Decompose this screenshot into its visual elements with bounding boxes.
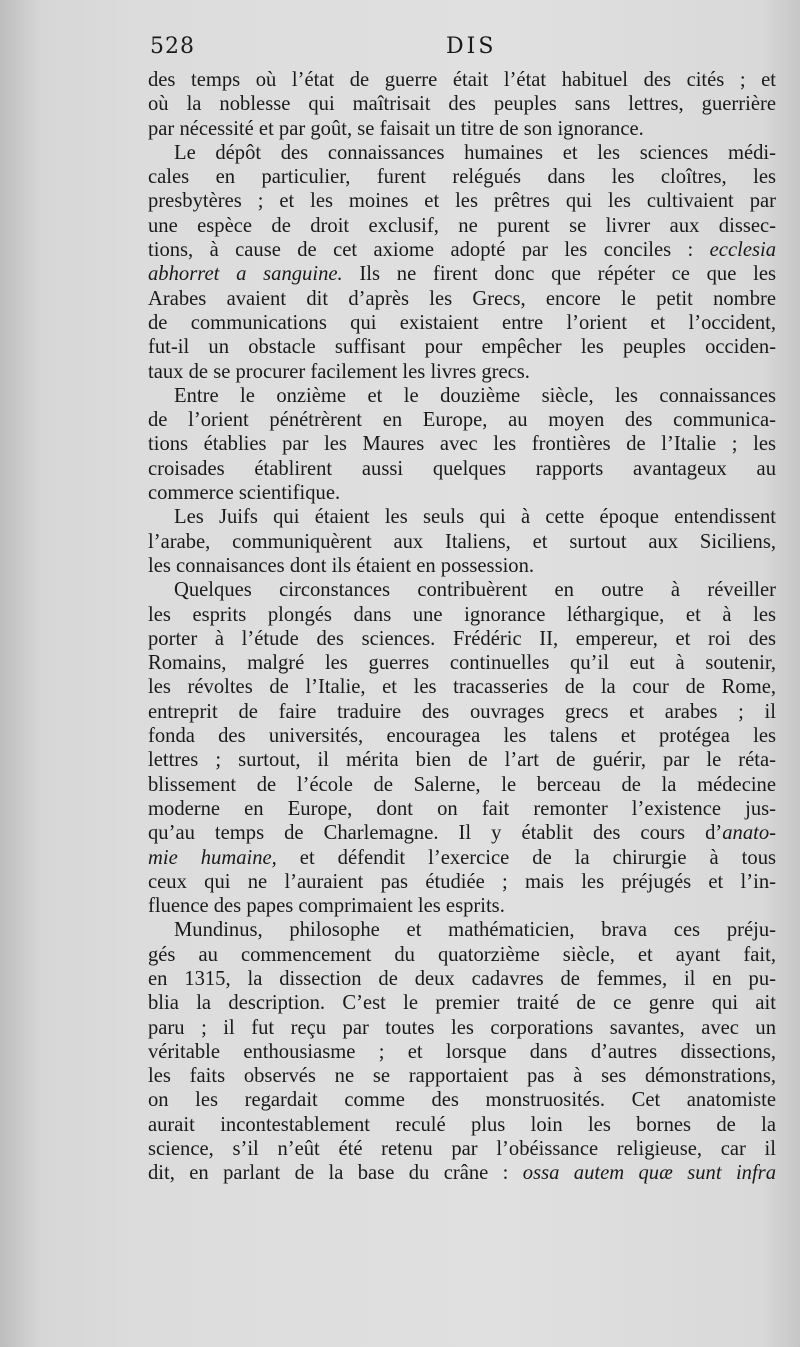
text-line: on les regardait comme des monstruosités. Cet anatomiste <box>148 1089 776 1112</box>
text-line: Entre le onzième et le douzième siècle, les connaissances <box>174 384 776 407</box>
text-line: l’arabe, communiquèrent aux Italiens, et surtout aux Siciliens, <box>148 530 776 553</box>
text-line: porter à l’étude des sciences. Frédéric II, empereur, et roi des <box>148 627 776 650</box>
text-line: tions, à cause de cet axiome adopté par les conciles : ecclesia <box>148 239 776 262</box>
text-line: Quelques circonstances contribuèrent en outre à réveiller <box>174 579 776 602</box>
text-line: Romains, malgré les guerres continuelles qu’il eut à soutenir, <box>148 652 776 675</box>
text-line: moderne en Europe, dont on fait remonter l’existence jus- <box>148 797 776 820</box>
text-line: une espèce de droit exclusif, ne purent se livrer aux dissec- <box>148 214 776 237</box>
text-line: les esprits plongés dans une ignorance léthargique, et à les <box>148 603 776 626</box>
text-line: des temps où l’état de guerre était l’état habituel des cités ; et <box>148 69 776 91</box>
italic-text: mie humaine, <box>148 846 277 869</box>
text-line: par nécessité et par goût, se faisait un titre de son ignorance. <box>148 117 644 140</box>
text-line: abhorret a sanguine. Ils ne firent donc que répéter ce que les <box>148 263 776 286</box>
text-line: fonda des universités, encouragea les talens et protégea les <box>148 725 776 748</box>
text-line: science, s’il n’eût été retenu par l’obéissance religieuse, car il <box>148 1138 776 1161</box>
text-line: entreprit de faire traduire des ouvrages grecs et arabes ; il <box>148 700 776 723</box>
body-text <box>148 68 776 1186</box>
text-line: Arabes avaient dit d’après les Grecs, encore le petit nombre <box>148 287 776 310</box>
text-line: lettres ; surtout, il mérita bien de l’art de guérir, par le réta- <box>148 749 776 772</box>
text-line: dit, en parlant de la base du crâne : ossa autem quæ sunt infra <box>148 1162 776 1185</box>
italic-text: ecclesia <box>709 239 776 262</box>
text-line: les faits observés ne se rapportaient pas à ses démonstrations, <box>148 1065 776 1088</box>
text-line: taux de se procurer facilement les livres grecs. <box>148 360 530 383</box>
text-line: en 1315, la dissection de deux cadavres de femmes, il en pu- <box>148 967 776 990</box>
text-line: fut-il un obstacle suffisant pour empêcher les peuples occiden- <box>148 336 776 359</box>
text-line: véritable enthousiasme ; et lorsque dans d’autres dissections, <box>148 1040 776 1063</box>
text-line: les connaisances dont ils étaient en possession. <box>148 554 535 577</box>
page-header <box>150 34 790 64</box>
text-line: de communications qui existaient entre l’orient et l’occident, <box>148 311 776 334</box>
text-line: les révoltes de l’Italie, et les tracasseries de la cour de Rome, <box>148 676 776 699</box>
text-line: paru ; il fut reçu par toutes les corporations savantes, avec un <box>148 1016 776 1039</box>
text-line: où la noblesse qui maîtrisait des peuples sans lettres, guerrière <box>148 93 776 116</box>
text-line: tions établies par les Maures avec les frontières de l’Italie ; les <box>148 433 776 456</box>
text-line: ceux qui ne l’auraient pas étudiée ; mais les préjugés et l’in- <box>148 870 776 893</box>
running-head: DIS <box>446 34 497 59</box>
text-line: fluence des papes comprimaient les esprits. <box>148 895 505 918</box>
text-line: Les Juifs qui étaient les seuls qui à cette époque entendissent <box>174 506 776 529</box>
text-line: de l’orient pénétrèrent en Europe, au moyen des communica- <box>148 409 776 432</box>
text-line: croisades établirent aussi quelques rapports avantageux au <box>148 457 776 480</box>
text-line: gés au commencement du quatorzième siècle, et ayant fait, <box>148 943 776 966</box>
text-line: presbytères ; et les moines et les prêtres qui les cultivaient par <box>148 190 776 213</box>
text-line: commerce scientifique. <box>148 482 341 505</box>
italic-text: abhorret a sanguine. <box>148 263 343 286</box>
text-line: cales en particulier, furent relégués dans les cloîtres, les <box>148 166 776 189</box>
page-number: 528 <box>150 34 195 59</box>
text-line: Mundinus, philosophe et mathématicien, brava ces préju- <box>174 919 776 942</box>
text-line: aurait incontestablement reculé plus loin les bornes de la <box>148 1113 776 1136</box>
text-line: Le dépôt des connaissances humaines et les sciences médi- <box>174 141 776 164</box>
italic-text: anato- <box>722 822 776 845</box>
text-line: mie humaine, et défendit l’exercice de la chirurgie à tous <box>148 846 776 869</box>
text-line: blissement de l’école de Salerne, le berceau de la médecine <box>148 773 776 796</box>
text-line: blia la description. C’est le premier traité de ce genre qui ait <box>148 992 776 1015</box>
text-line: qu’au temps de Charlemagne. Il y établit des cours d’anato- <box>148 822 776 845</box>
italic-text: ossa autem quæ sunt infra <box>522 1162 776 1185</box>
